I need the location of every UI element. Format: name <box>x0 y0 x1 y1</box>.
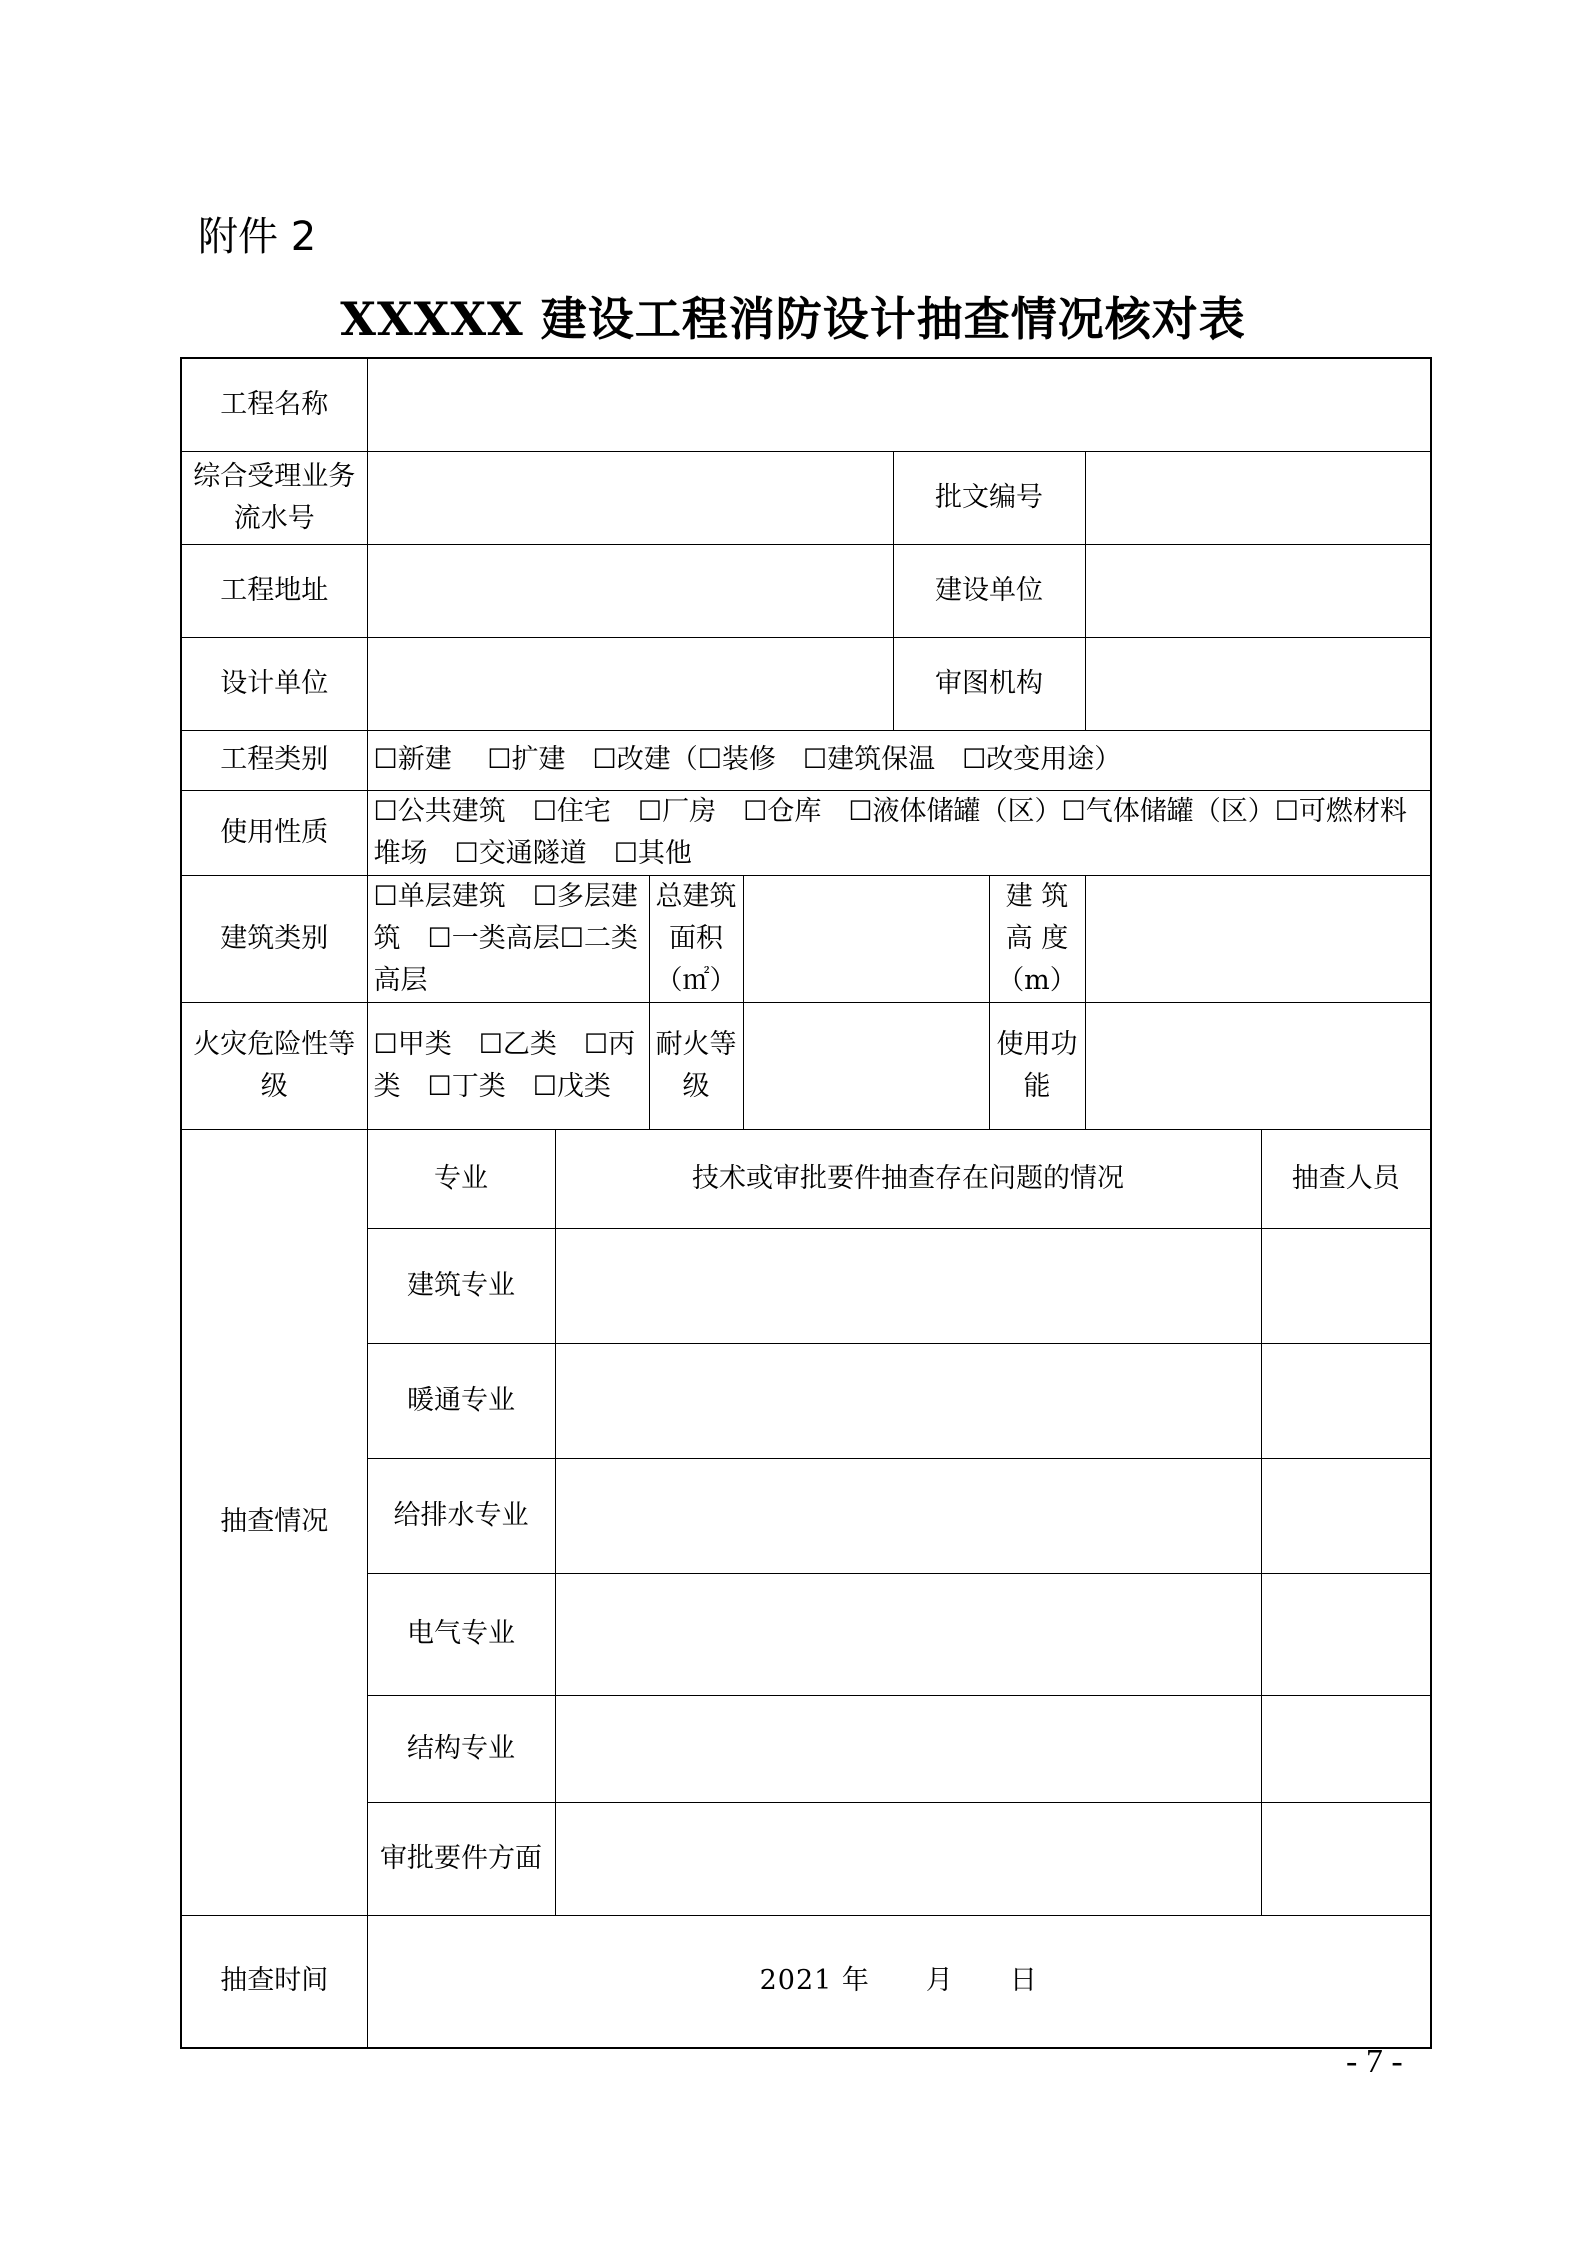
value-function <box>1085 1002 1431 1129</box>
discipline-approval-docs: 审批要件方面 <box>367 1802 555 1915</box>
label-height: 建 筑 高 度（m） <box>989 875 1085 1002</box>
label-inspection: 抽查情况 <box>181 1129 367 1915</box>
inspector-cell <box>1261 1695 1431 1802</box>
value-project-name <box>367 358 1431 451</box>
discipline-structure: 结构专业 <box>367 1695 555 1802</box>
value-approval-no <box>1085 451 1431 544</box>
issues-cell <box>555 1573 1261 1695</box>
label-review-org: 审图机构 <box>893 637 1085 730</box>
issues-cell <box>555 1458 1261 1573</box>
inspector-cell <box>1261 1573 1431 1695</box>
value-flow-no <box>367 451 893 544</box>
value-designer <box>367 637 893 730</box>
label-building-type: 建筑类别 <box>181 875 367 1002</box>
inspector-cell <box>1261 1802 1431 1915</box>
row-designer <box>181 637 1431 730</box>
inspector-cell <box>1261 1228 1431 1343</box>
issues-cell <box>555 1228 1261 1343</box>
options-usage: ☐公共建筑 ☐住宅 ☐厂房 ☐仓库 ☐液体储罐（区）☐气体储罐（区）☐可燃材料堆场 ☐交通隧道 ☐其他 <box>367 790 1431 875</box>
value-height <box>1085 875 1431 1002</box>
discipline-plumbing: 给排水专业 <box>367 1458 555 1573</box>
label-flow-no: 综合受理业务流水号 <box>181 451 367 544</box>
row-building-type <box>181 875 1431 1002</box>
value-fire-resist <box>743 1002 989 1129</box>
inspector-cell <box>1261 1343 1431 1458</box>
label-fire-resist: 耐火等级 <box>649 1002 743 1129</box>
discipline-architecture: 建筑专业 <box>367 1228 555 1343</box>
table-row <box>181 1802 1431 1915</box>
value-review-org <box>1085 637 1431 730</box>
row-project-type <box>181 730 1431 790</box>
options-project-type: ☐新建 ☐扩建 ☐改建（☐装修 ☐建筑保温 ☐改变用途） <box>367 730 1431 790</box>
label-function: 使用功能 <box>989 1002 1085 1129</box>
header-issues: 技术或审批要件抽查存在问题的情况 <box>555 1129 1261 1228</box>
label-address: 工程地址 <box>181 544 367 637</box>
label-inspect-time: 抽查时间 <box>181 1915 367 2048</box>
label-usage: 使用性质 <box>181 790 367 875</box>
value-total-area <box>743 875 989 1002</box>
options-fire-risk: ☐甲类 ☐乙类 ☐丙类 ☐丁类 ☐戊类 <box>367 1002 649 1129</box>
value-builder <box>1085 544 1431 637</box>
row-flow-no <box>181 451 1431 544</box>
options-building-type: ☐单层建筑 ☐多层建筑 ☐一类高层☐二类高层 <box>367 875 649 1002</box>
label-designer: 设计单位 <box>181 637 367 730</box>
label-project-name: 工程名称 <box>181 358 367 451</box>
attachment-label: 附件 2 <box>198 214 317 260</box>
issues-cell <box>555 1802 1261 1915</box>
row-usage <box>181 790 1431 875</box>
label-builder: 建设单位 <box>893 544 1085 637</box>
value-address <box>367 544 893 637</box>
row-project-name <box>181 358 1431 451</box>
header-discipline: 专业 <box>367 1129 555 1228</box>
label-total-area: 总建筑面积（㎡） <box>649 875 743 1002</box>
form-title: XXXXX 建设工程消防设计抽查情况核对表 <box>340 292 1246 346</box>
table-row <box>181 1458 1431 1573</box>
table-row <box>181 1228 1431 1343</box>
page-number: - 7 - <box>1346 2043 1403 2080</box>
header-inspector: 抽查人员 <box>1261 1129 1431 1228</box>
value-inspect-time: 2021 年 月 日 <box>367 1915 1431 2048</box>
row-address <box>181 544 1431 637</box>
table-row <box>181 1573 1431 1695</box>
row-fire-risk <box>181 1002 1431 1129</box>
row-inspect-time <box>181 1915 1431 2048</box>
inspection-form-table <box>180 357 1432 2049</box>
issues-cell <box>555 1343 1261 1458</box>
label-fire-risk: 火灾危险性等级 <box>181 1002 367 1129</box>
discipline-hvac: 暖通专业 <box>367 1343 555 1458</box>
table-row <box>181 1343 1431 1458</box>
label-project-type: 工程类别 <box>181 730 367 790</box>
discipline-electrical: 电气专业 <box>367 1573 555 1695</box>
table-row <box>181 1695 1431 1802</box>
label-approval-no: 批文编号 <box>893 451 1085 544</box>
inspection-header-row <box>181 1129 1431 1228</box>
inspector-cell <box>1261 1458 1431 1573</box>
issues-cell <box>555 1695 1261 1802</box>
